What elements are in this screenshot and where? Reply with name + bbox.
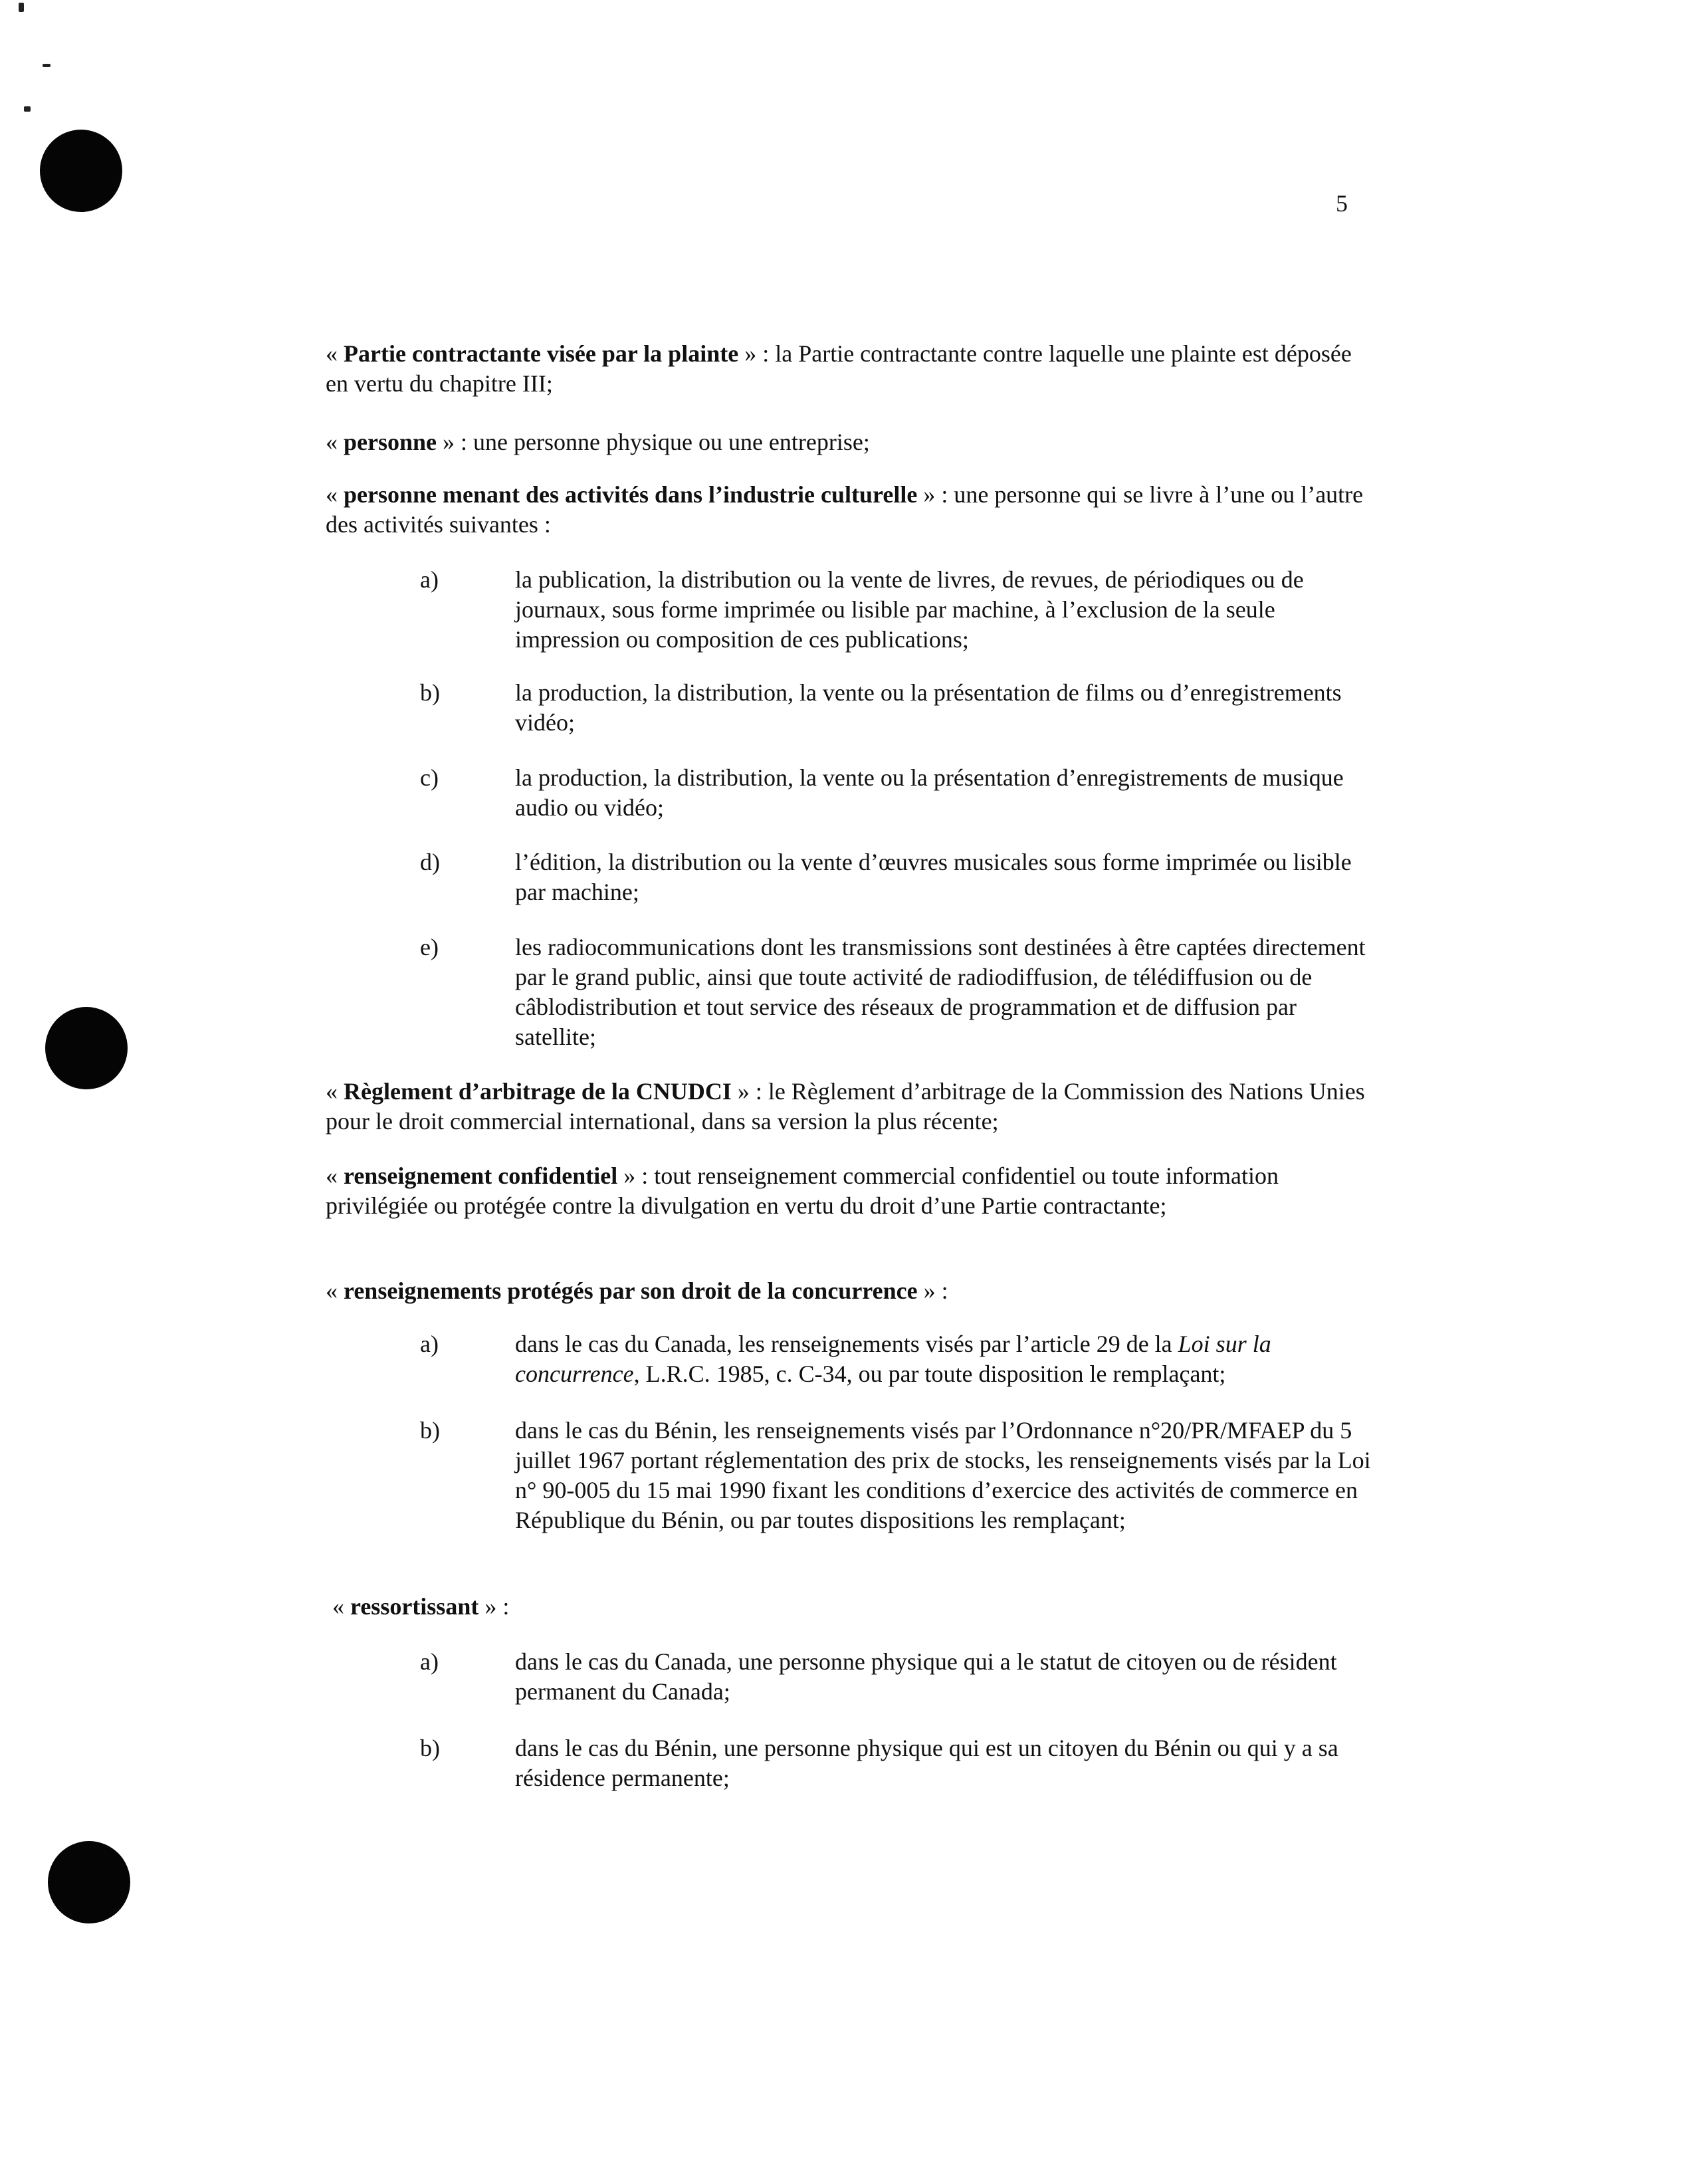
list-item-text: la production, la distribution, la vente ou la présentation d’enregistrements de musique audio ou vidéo; (515, 764, 1344, 821)
list-item-label: b) (420, 1417, 440, 1444)
list-item-text: dans le cas du Canada, les renseignements visés par l’article 29 de la Loi sur la concurrence, L.R.C. 1985, c. C-34, ou par toute disposition le remplaçant; (515, 1331, 1271, 1387)
definition-personne: « personne » : une personne physique ou une entreprise; (326, 429, 870, 455)
list-item-text: la production, la distribution, la vente ou la présentation de films ou d’enregistrements vidéo; (515, 679, 1342, 736)
list-item (0, 763, 1688, 826)
definition-reglement-cnudci: « Règlement d’arbitrage de la CNUDCI » : le Règlement d’arbitrage de la Commission des Nations Unies pour le droit commercial international, dans sa version la plus récente; (326, 1078, 1365, 1135)
definition-text: une personne physique ou une entreprise; (473, 429, 870, 455)
list-item (0, 932, 1688, 1055)
list-item (0, 565, 1688, 658)
scan-speck (43, 64, 51, 67)
list-item (0, 847, 1688, 911)
list-item-label: a) (420, 1331, 439, 1357)
list-item-label: e) (420, 934, 439, 960)
list-item-text: la publication, la distribution ou la vente de livres, de revues, de périodiques ou de journaux, sous forme imprimée ou lisible par machine, à l’exclusion de la seule impression ou composition de ces publications; (515, 566, 1304, 653)
definition-text: tout renseignement commercial confidentiel ou toute information privilégiée ou protégée contre la divulgation en vertu du droit d’une Partie contractante; (326, 1162, 1279, 1219)
definition-term: personne menant des activités dans l’industrie culturelle (344, 481, 918, 508)
list-item (0, 1329, 1688, 1392)
definition-term: Règlement d’arbitrage de la CNUDCI (344, 1078, 732, 1105)
list-item-text: dans le cas du Canada, une personne physique qui a le statut de citoyen ou de résident permanent du Canada; (515, 1648, 1337, 1705)
list-item-label: a) (420, 1648, 439, 1675)
definition-term: renseignements protégés par son droit de la concurrence (344, 1277, 918, 1304)
definition-text: le Règlement d’arbitrage de la Commission des Nations Unies pour le droit commercial international, dans sa version la plus récente; (326, 1078, 1365, 1135)
list-item (0, 1416, 1688, 1569)
definition-term: renseignement confidentiel (344, 1162, 618, 1189)
definition-partie-contractante: « Partie contractante visée par la plainte » : la Partie contractante contre laquelle une plainte est déposée en vertu du chapitre III; (326, 340, 1352, 397)
list-item-text: dans le cas du Bénin, les renseignements visés par l’Ordonnance n°20/PR/MFAEP du 5 juillet 1967 portant réglementation des prix de stocks, les renseignements visés par la Loi n° 90-005 du 15 mai 1990 fixant les conditions d’exercice des activités de commerce en République du Bénin, ou par toutes dispositions les remplaçant; (515, 1417, 1371, 1533)
definition-term: personne (344, 429, 437, 455)
page-number: 5 (1336, 190, 1348, 217)
punch-hole-top (40, 130, 122, 212)
definition-text: une personne qui se livre à l’une ou l’autre des activités suivantes : (326, 481, 1364, 538)
definition-term: Partie contractante visée par la plainte (344, 340, 739, 367)
definition-text: la Partie contractante contre laquelle une plainte est déposée en vertu du chapitre III; (326, 340, 1352, 397)
list-item-text: dans le cas du Bénin, une personne physique qui est un citoyen du Bénin ou qui y a sa résidence permanente; (515, 1735, 1338, 1791)
list-item (0, 1647, 1688, 1710)
list-item-text: les radiocommunications dont les transmissions sont destinées à être captées directement par le grand public, ainsi que toute activité de radiodiffusion, de télédiffusion ou de câblodistribution et tout service des réseaux de programmation et de diffusion par satellite; (515, 934, 1366, 1050)
list-item-label: d) (420, 849, 440, 875)
list-item-label: b) (420, 679, 440, 706)
definition-industrie-culturelle: « personne menant des activités dans l’industrie culturelle » : une personne qui se livre à l’une ou l’autre des activités suivantes : (326, 481, 1364, 538)
list-item-label: a) (420, 566, 439, 593)
list-item-text: l’édition, la distribution ou la vente d’œuvres musicales sous forme imprimée ou lisible par machine; (515, 849, 1352, 905)
definition-term: ressortissant (350, 1593, 479, 1620)
scan-speck (24, 106, 31, 112)
definition-renseignement-confidentiel: « renseignement confidentiel » : tout renseignement commercial confidentiel ou toute information privilégiée ou protégée contre la divulgation en vertu du droit d’une Partie contractante; (326, 1162, 1279, 1219)
list-item-label: b) (420, 1735, 440, 1761)
list-item (0, 678, 1688, 741)
punch-hole-bottom (48, 1841, 130, 1923)
list-item-label: c) (420, 764, 439, 791)
list-item (0, 1733, 1688, 1797)
scan-speck (19, 3, 24, 12)
definition-ressortissant: « ressortissant » : (332, 1593, 510, 1620)
definition-renseignements-concurrence: « renseignements protégés par son droit de la concurrence » : (326, 1277, 948, 1304)
law-title: Loi sur la concurrence (515, 1331, 1271, 1387)
